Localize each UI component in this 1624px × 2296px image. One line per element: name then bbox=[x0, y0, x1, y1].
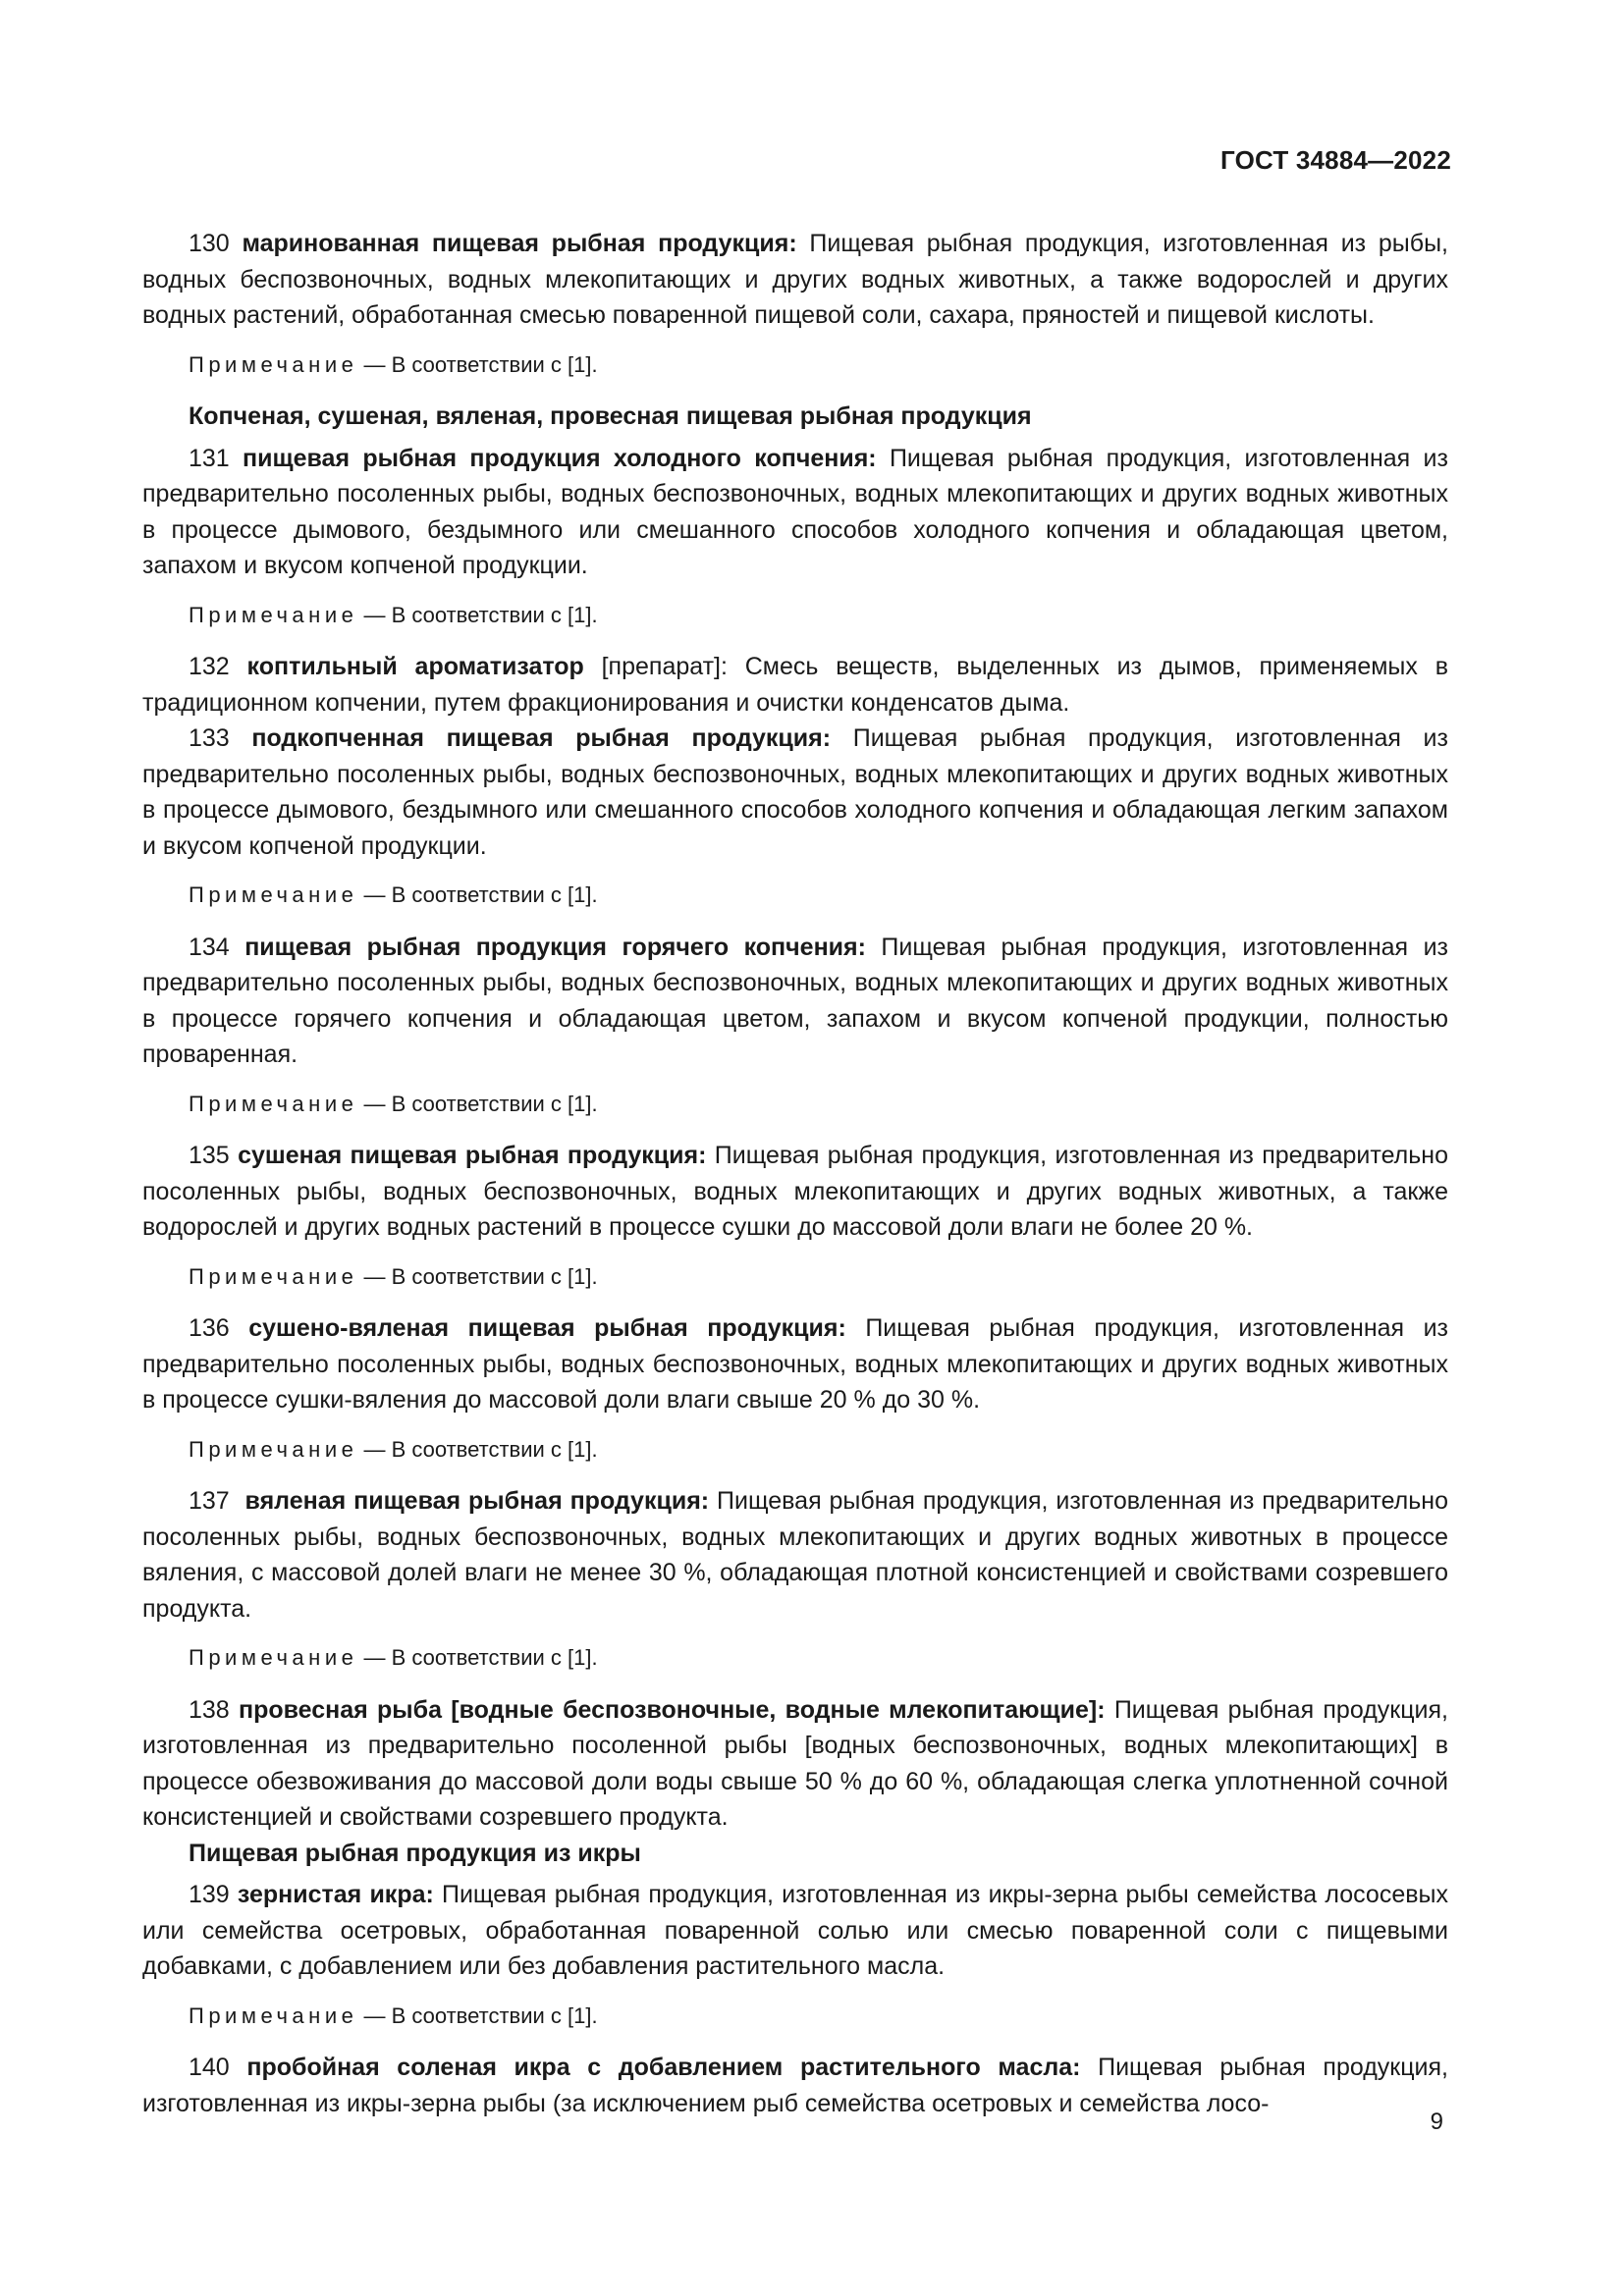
page-number: 9 bbox=[1430, 2109, 1443, 2135]
term-name: зернистая икра: bbox=[237, 1881, 434, 1908]
term-number: 134 bbox=[189, 933, 245, 961]
term-number: 139 bbox=[189, 1881, 238, 1908]
term-name: коптильный ароматизатор bbox=[246, 653, 584, 680]
term-definition: [препарат]: Смесь веществ, выделенных из дымов, применяемых в традиционном копчении, путем фракционирования и очистки конденсатов дыма. bbox=[142, 653, 1448, 717]
term-number: 140 bbox=[189, 2054, 247, 2081]
term-number: 138 bbox=[189, 1695, 239, 1724]
term-definition: Пищевая рыбная продукция, изготовленная из предварительно посоленных рыбы, водных беспозвоночных, водных млекопитающих и других водных животных в процессе сушки-вяления до массовой доли влаги свыше 20 % до 30 %. bbox=[142, 1314, 1448, 1414]
term-name: сушеная пищевая рыбная продукция: bbox=[238, 1142, 707, 1169]
term-name: маринованная пищевая рыбная продукция: bbox=[242, 230, 797, 257]
term-definition: Пищевая рыбная продукция, изготовленная из предварительно посоленных рыбы, водных беспозвоночных, водных млекопитающих и других водных животных, а также водорослей и других водных растений в процессе сушки до массовой доли влаги не более 20 %. bbox=[142, 1142, 1448, 1241]
note: Примечание — В соответствии с [1]. bbox=[189, 602, 598, 627]
document-body bbox=[142, 226, 1448, 2135]
term-definition: Пищевая рыбная продукция, изготовленная из предварительно посоленных рыбы, водных беспозвоночных, водных млекопитающих и других водных животных в процессе вяления, с массовой долей влаги не менее 30 %, обладающая плотной консистенцией и свойствами созревшего продукта. bbox=[142, 1487, 1448, 1623]
term-number: 137 bbox=[189, 1487, 245, 1515]
term-definition: Пищевая рыбная продукция, изготовленная из предварительно посоленных рыбы, водных беспозвоночных, водных млекопитающих и других водных животных в процессе дымового, бездымного или смешанного способов холодного копчения и обладающая цветом, запахом и вкусом копченой продукции. bbox=[142, 444, 1448, 579]
document-id: ГОСТ 34884—2022 bbox=[1220, 145, 1451, 175]
term-name: вяленая пищевая рыбная продукция: bbox=[244, 1487, 710, 1515]
section-heading: Копченая, сушеная, вяленая, провесная пищевая рыбная продукция bbox=[189, 402, 1032, 430]
note: Примечание — В соответствии с [1]. bbox=[189, 351, 598, 377]
term-name: сушено-вяленая пищевая рыбная продукция: bbox=[248, 1314, 846, 1342]
term-entry-130 bbox=[142, 226, 1448, 334]
note: Примечание — В соответствии с [1]. bbox=[189, 1263, 598, 1289]
term-entry-132 bbox=[142, 649, 1448, 721]
term-entry-131 bbox=[142, 441, 1448, 584]
note: Примечание — В соответствии с [1]. bbox=[189, 1091, 598, 1116]
term-definition: Пищевая рыбная продукция, изготовленная из предварительно посоленной рыбы [водных беспозвоночных, водных млекопитающих] в процессе обезвоживания до массовой доли воды свыше 50 % до 60 %, обладающая слегка уплотненной сочной консистенцией и свойствами созревшего продукта. bbox=[142, 1695, 1448, 1831]
term-name: пищевая рыбная продукция холодного копчения: bbox=[243, 444, 877, 472]
term-entry-139 bbox=[142, 1877, 1448, 1985]
term-number: 132 bbox=[189, 653, 247, 680]
section-heading: Пищевая рыбная продукция из икры bbox=[189, 1839, 641, 1867]
term-entry-140 bbox=[142, 2050, 1448, 2121]
term-name: пищевая рыбная продукция горячего копчения: bbox=[244, 933, 866, 961]
term-name: пробойная соленая икра с добавлением растительного масла: bbox=[246, 2054, 1081, 2081]
term-entry-135 bbox=[142, 1138, 1448, 1246]
term-definition: Пищевая рыбная продукция, изготовленная из рыбы, водных беспозвоночных, водных млекопитающих и других водных животных, а также водорослей и других водных растений, обработанная смесью поваренной пищевой соли, сахара, пряностей и пищевой кислоты. bbox=[142, 230, 1448, 329]
term-number: 130 bbox=[189, 230, 243, 257]
term-entry-137 bbox=[142, 1483, 1448, 1627]
term-name: подкопченная пищевая рыбная продукция: bbox=[251, 724, 832, 752]
term-number: 133 bbox=[189, 724, 252, 752]
term-definition: Пищевая рыбная продукция, изготовленная из предварительно посоленных рыбы, водных беспозвоночных, водных млекопитающих и других водных животных в процессе дымового, бездымного или смешанного способов холодного копчения и обладающая легким запахом и вкусом копченой продукции. bbox=[142, 724, 1448, 860]
term-number: 136 bbox=[189, 1314, 249, 1342]
note: Примечание — В соответствии с [1]. bbox=[189, 1645, 598, 1670]
term-number: 135 bbox=[189, 1142, 239, 1169]
note: Примечание — В соответствии с [1]. bbox=[189, 882, 598, 907]
note: Примечание — В соответствии с [1]. bbox=[189, 1436, 598, 1462]
term-entry-138 bbox=[142, 1692, 1448, 1836]
term-number: 131 bbox=[189, 444, 244, 472]
term-definition: Пищевая рыбная продукция, изготовленная из икры-зерна рыбы семейства лососевых или семейства осетровых, обработанная поваренной солью или смесью поваренной соли с пищевыми добавками, с добавлением или без добавления растительного масла. bbox=[142, 1881, 1448, 1980]
term-entry-134 bbox=[142, 930, 1448, 1073]
term-name: провесная рыба [водные беспозвоночные, водные млекопитающие]: bbox=[239, 1695, 1106, 1724]
note: Примечание — В соответствии с [1]. bbox=[189, 2002, 598, 2028]
term-definition: Пищевая рыбная продукция, изготовленная из предварительно посоленных рыбы, водных беспозвоночных, водных млекопитающих и других водных животных в процессе горячего копчения и обладающая цветом, запахом и вкусом копченой продукции, полностью проваренная. bbox=[142, 933, 1448, 1068]
term-entry-136 bbox=[142, 1310, 1448, 1418]
term-entry-133 bbox=[142, 721, 1448, 864]
term-definition: Пищевая рыбная продукция, изготовленная из икры-зерна рыбы (за исключением рыб семейства осетровых и семейства лосо- bbox=[142, 2054, 1448, 2117]
